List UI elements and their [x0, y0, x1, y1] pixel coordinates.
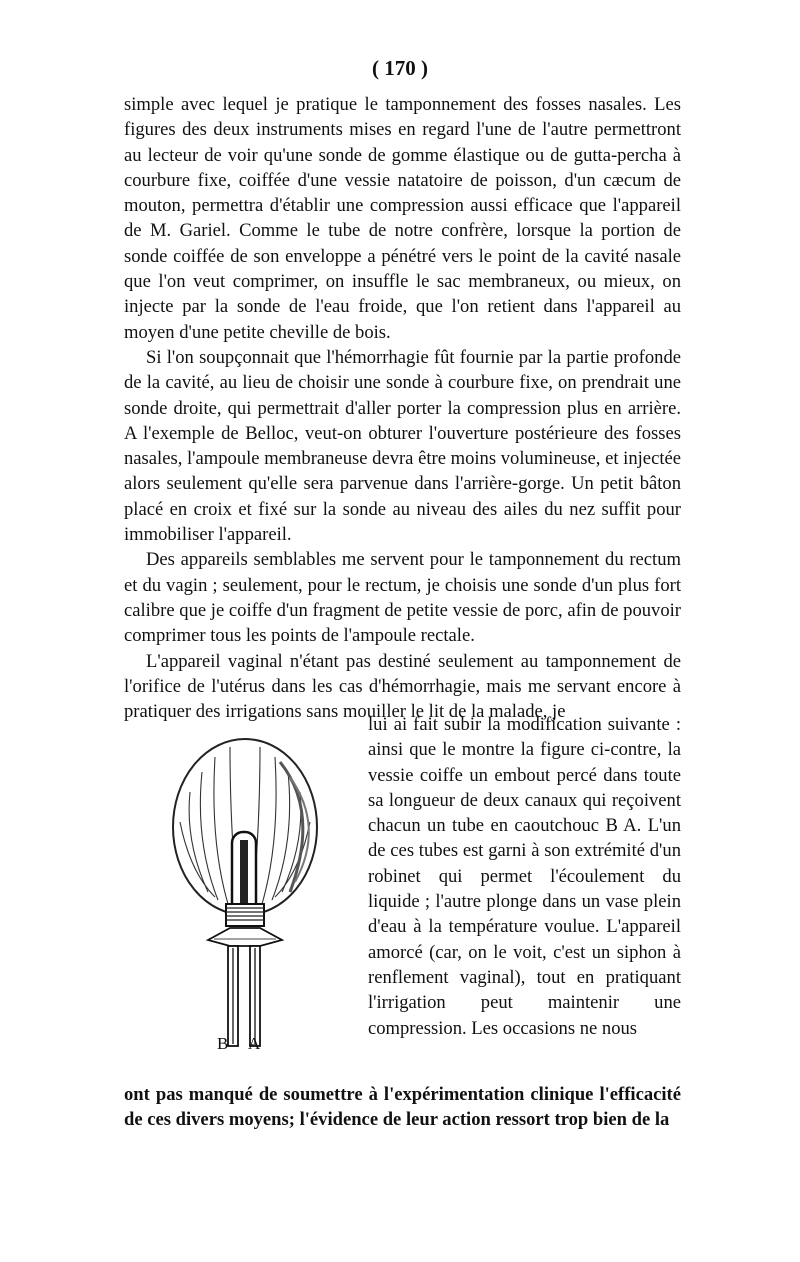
paragraph-3: Des appareils semblables me servent pour le tamponnement du rectum et du vagin ; seulement, pour le rectum, je choisis une sonde d'un plus fort calibre que je coiffe d'un fragment de petite vessie de porc, afin de pouvoir comprimer tous les points de l'ampoule rectale. — [124, 549, 681, 647]
bottom-text — [124, 1082, 681, 1133]
paragraph-2: Si l'on soupçonnait que l'hémorrhagie fût fournie par la partie profonde de la cavité, au lieu de choisir une sonde à courbure fixe, on prendrait une sonde droite, qui permettrait d'aller porter la compression plus en arrière. A l'exemple de Belloc, veut-on obturer l'ouverture postérieure des fosses nasales, l'ampoule membraneuse devra être moins volumineuse, et injectée alors seulement qu'elle sera parvenue dans l'arrière-gorge. Un petit bâton placé en croix et fixé sur la sonde au niveau des ailes du nez suffit pour immobiliser l'appareil. — [124, 346, 681, 546]
figure-label-b: B — [217, 1034, 229, 1053]
body-text-top — [124, 92, 681, 724]
vaginal-apparatus-figure — [160, 732, 350, 1062]
page-number: ( 170 ) — [372, 56, 428, 80]
bottom-paragraph: ont pas manqué de soumettre à l'expérimentation clinique l'efficacité de ces divers moyens; l'évidence de leur action ressort trop bien de la — [124, 1084, 681, 1131]
paragraph-1: simple avec lequel je pratique le tamponnement des fosses nasales. Les figures des deux instruments mises en regard l'une de l'autre permettront au lecteur de voir qu'une sonde de gomme élastique ou de gutta-percha à courbure fixe, coiffée d'une vessie natatoire de poisson, d'un cæcum de mouton, permettra d'établir une compression aussi efficace que l'appareil de M. Gariel. Comme le tube de notre confrère, lorsque la portion de sonde coiffée de son enveloppe a pénétré vers le point de la cavité nasale que l'on veut comprimer, on insuffle le sac membraneux, ou mieux, on injecte par la sonde de l'eau froide, que l'on retient dans l'appareil au moyen d'une petite cheville de bois. — [124, 94, 681, 343]
bladder-illustration — [160, 732, 350, 1062]
paragraph-4: L'appareil vaginal n'étant pas destiné seulement au tamponnement de l'orifice de l'utérus dans les cas d'hémorrhagie, mais me servant encore à pratiquer des irrigations sans mouiller le lit de la malade, je — [124, 650, 681, 723]
figure-label-a: A — [248, 1034, 261, 1053]
wrapped-text: lui ai fait subir la modification suivante : ainsi que le montre la figure ci-contre, la vessie coiffe un embout percé dans toute sa longueur de deux canaux qui reçoivent chacun un tube en caoutchouc B A. L'un de ces tubes est garni à son extrémité d'un robinet qui permet l'écoulement du liquide ; l'autre plonge dans un vase plein d'eau à la température voulue. L'appareil amorcé (car, on le voit, c'est un siphon à renflement vaginal), tout en pratiquant l'irrigation peut maintenir une compression. Les occasions ne nous — [368, 714, 681, 1039]
